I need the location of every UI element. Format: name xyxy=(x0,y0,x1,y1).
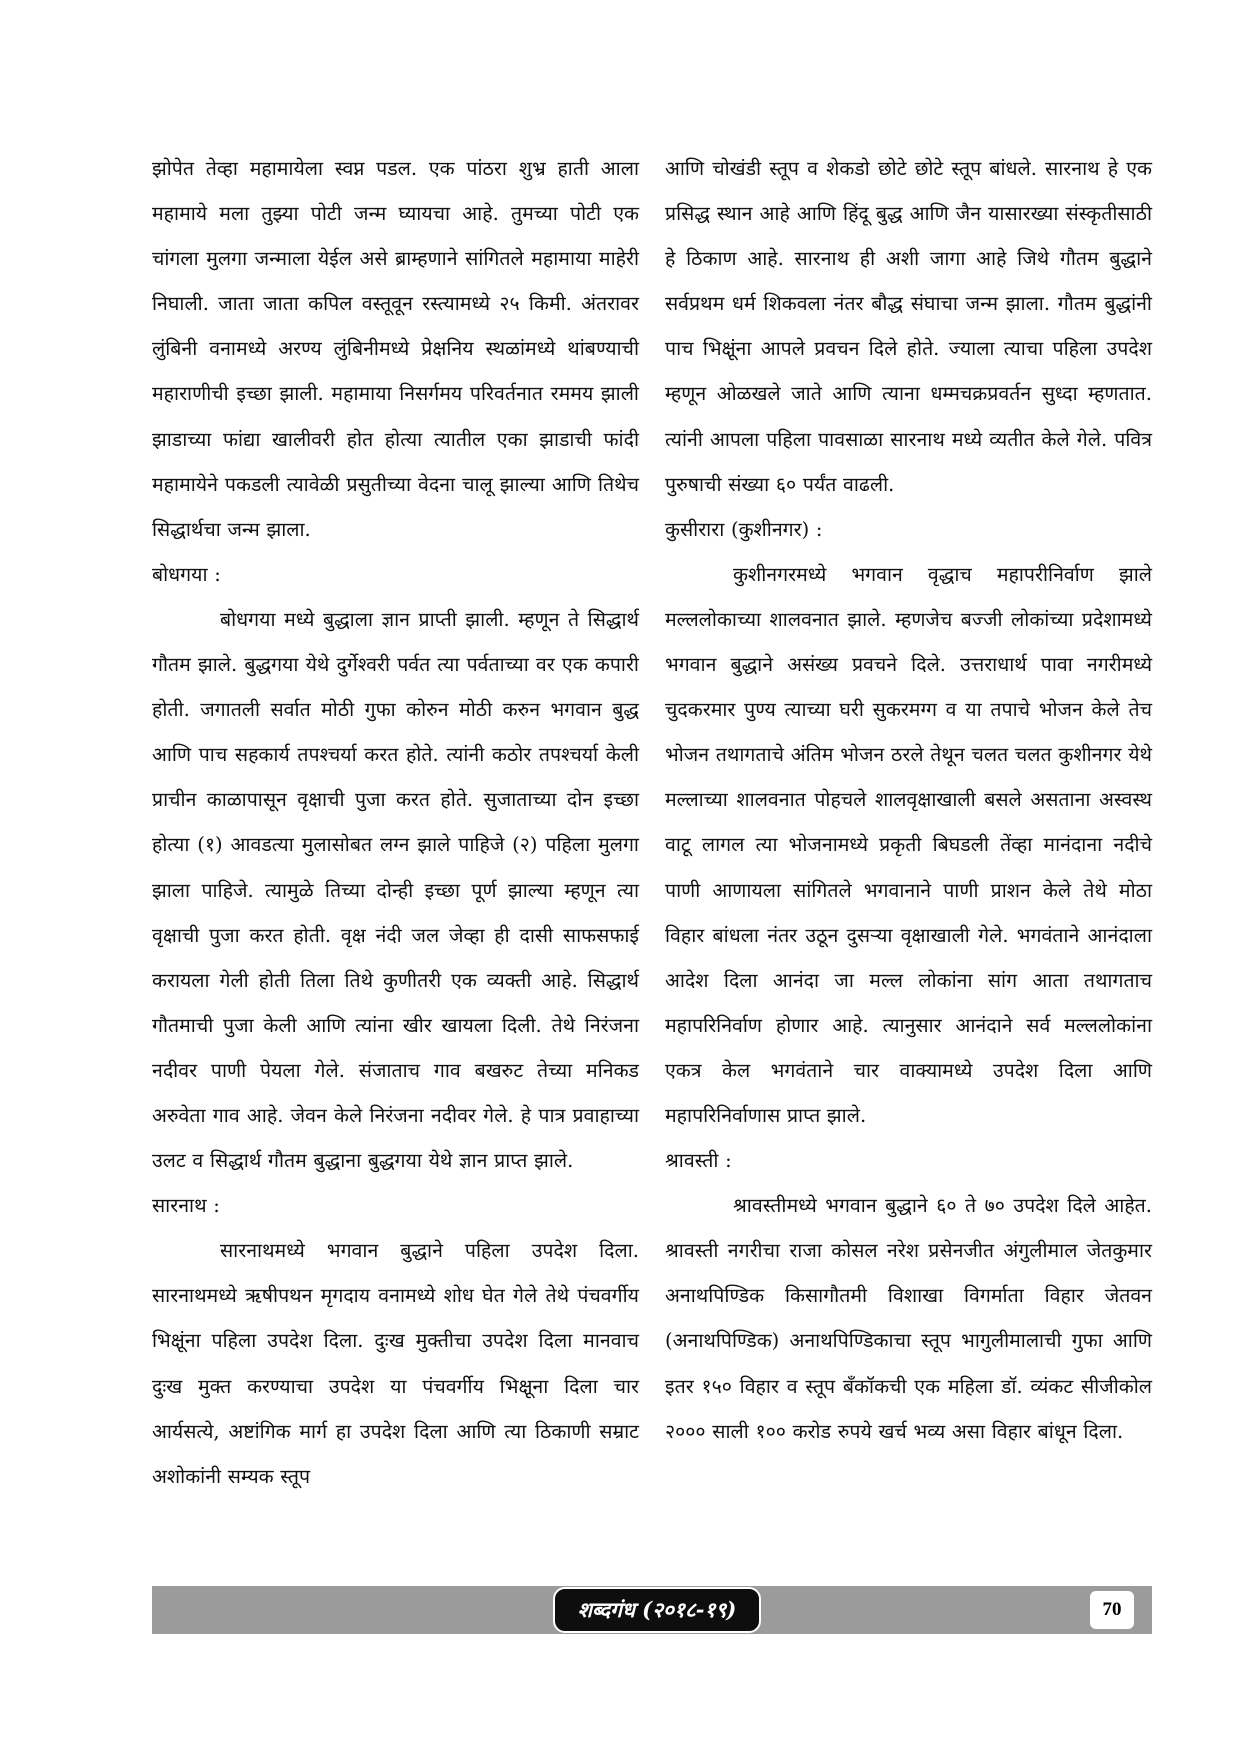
right-column xyxy=(665,146,1152,1454)
paragraph-sarnath-continued: आणि चोखंडी स्तूप व शेकडो छोटे छोटे स्तूप बांधले. सारनाथ हे एक प्रसिद्ध स्थान आहे आणि हिंदू बुद्ध आणि जैन यासारख्या संस्कृतीसाठी हे ठिकाण आहे. सारनाथ ही अशी जागा आहे जिथे गौतम बुद्धाने सर्वप्रथम धर्म शिकवला नंतर बौद्ध संघाचा जन्म झाला. गौतम बुद्धांनी पाच भिक्षूंना आपले प्रवचन दिले होते. ज्याला त्याचा पहिला उपदेश म्हणून ओळखले जाते आणि त्याना धम्मचक्रप्रवर्तन सुध्दा म्हणतात. त्यांनी आपला पहिला पावसाळा सारनाथ मध्ये व्यतीत केले गेले. पवित्र पुरुषाची संख्या ६० पर्यंत वाढली. xyxy=(665,157,1152,496)
paragraph-shravasti: श्रावस्तीमध्ये भगवान बुद्धाने ६० ते ७० उपदेश दिले आहेत. श्रावस्ती नगरीचा राजा कोसल नरेश प्रसेनजीत अंगुलीमाल जेतकुमार अनाथपिण्डिक किसागौतमी विशाखा विगर्माता विहार जेतवन (अनाथपिण्डिक) अनाथपिण्डिकाचा स्तूप भागुलीमालाची गुफा आणि इतर १५० विहार व स्तूप बँकॉकची एक महिला डॉ. व्यंकट सीजीकोल २००० साली १०० करोड रुपये खर्च भव्य असा विहार बांधून दिला. xyxy=(665,1194,1152,1443)
page-number: 70 xyxy=(1090,1591,1134,1629)
left-column xyxy=(152,146,639,1499)
paragraph-kusinara: कुशीनगरमध्ये भगवान वृद्धाच महापरीनिर्वाण झाले मल्ललोकाच्या शालवनात झाले. म्हणजेच बज्जी लोकांच्या प्रदेशामध्ये भगवान बुद्धाने असंख्य प्रवचने दिले. उत्तराधार्थ पावा नगरीमध्ये चुदकरमार पुण्य त्याच्या घरी सुकरमग्ग व या तपाचे भोजन केले तेच भोजन तथागताचे अंतिम भोजन ठरले तेथून चलत चलत कुशीनगर येथे मल्लाच्या शालवनात पोहचले शालवृक्षाखाली बसले असताना अस्वस्थ वाटू लागल त्या भोजनामध्ये प्रकृती बिघडली तेंव्हा मानंदाना नदीचे पाणी आणायला सांगितले भगवानाने पाणी प्राशन केले तेथे मोठा विहार बांधला नंतर उठून दुसऱ्या वृक्षाखाली गेले. भगवंताने आनंदाला आदेश दिला आनंदा जा मल्ल लोकांना सांग आता तथागताच महापरिनिर्वाण होणार आहे. त्यानुसार आनंदाने सर्व मल्ललोकांना एकत्र केल भगवंताने चार वाक्यामध्ये उपदेश दिला आणि महापरिनिर्वाणास प्राप्त झाले. xyxy=(665,562,1152,1127)
section-heading-bodhgaya: बोधगया : xyxy=(152,562,221,586)
section-heading-sarnath: सारनाथ : xyxy=(152,1194,220,1218)
paragraph-bodhgaya: बोधगया मध्ये बुद्धाला ज्ञान प्राप्ती झाली. म्हणून ते सिद्धार्थ गौतम झाले. बुद्धगया येथे दुर्गेश्वरी पर्वत त्या पर्वताच्या वर एक कपारी होती. जगातली सर्वात मोठी गुफा कोरुन मोठी करुन भगवान बुद्ध आणि पाच सहकार्य तपश्चर्या करत होते. त्यांनी कठोर तपश्चर्या केली प्राचीन काळापासून वृक्षाची पुजा करत होते. सुजाताच्या दोन इच्छा होत्या (१) आवडत्या मुलासोबत लग्न झाले पाहिजे (२) पहिला मुलगा झाला पाहिजे. त्यामुळे तिच्या दोन्ही इच्छा पूर्ण झाल्या म्हणून त्या वृक्षाची पुजा करत होती. वृक्ष नंदी जल जेव्हा ही दासी साफसफाई करायला गेली होती तिला तिथे कुणीतरी एक व्यक्ती आहे. सिद्धार्थ गौतमाची पुजा केली आणि त्यांना खीर खायला दिली. तेथे निरंजना नदीवर पाणी पेयला गेले. संजाताच गाव बखरुट तेच्या मनिकड अरुवेता गाव आहे. जेवन केले निरंजना नदीवर गेले. हे पात्र प्रवाहाच्या उलट व सिद्धार्थ गौतम बुद्धाना बुद्धगया येथे ज्ञान प्राप्त झाले. xyxy=(152,607,639,1173)
section-heading-shravasti: श्रावस्ती : xyxy=(665,1149,732,1173)
paragraph-birth-of-siddhartha: झोपेत तेव्हा महामायेला स्वप्न पडल. एक पांठरा शुभ्र हाती आला महामाये मला तुझ्या पोटी जन्म घ्यायचा आहे. तुमच्या पोटी एक चांगला मुलगा जन्माला येईल असे ब्राम्हणाने सांगितले महामाया माहेरी निघाली. जाता जाता कपिल वस्तूवून रस्त्यामध्ये २५ किमी. अंतरावर लुंबिनी वनामध्ये अरण्य लुंबिनीमध्ये प्रेक्षनिय स्थळांमध्ये थांबण्याची महाराणीची इच्छा झाली. महामाया निसर्गमय परिवर्तनात रममय झाली झाडाच्या फांद्या खालीवरी होत होत्या त्यातील एका झाडाची फांदी महामायेने पकडली त्यावेळी प्रसुतीच्या वेदना चालू झाल्या आणि तिथेच सिद्धार्थचा जन्म झाला. xyxy=(152,157,639,541)
section-heading-kusinara: कुसीरारा (कुशीनगर) : xyxy=(665,517,823,541)
footer-journal-title: शब्दगंध (२०१८-१९) xyxy=(553,1587,761,1633)
article-body xyxy=(152,146,1152,1566)
paragraph-sarnath: सारनाथमध्ये भगवान बुद्धाने पहिला उपदेश दिला. सारनाथमध्ये ऋषीपथन मृगदाय वनामध्ये शोध घेत गेले तेथे पंचवर्गीय भिक्षूंना पहिला उपदेश दिला. दुःख मुक्तीचा उपदेश दिला मानवाच दुःख मुक्त करण्याचा उपदेश या पंचवर्गीय भिक्षूना दिला चार आर्यसत्ये, अष्टांगिक मार्ग हा उपदेश दिला आणि त्या ठिकाणी सम्राट अशोकांनी सम्यक स्तूप xyxy=(152,1239,639,1488)
